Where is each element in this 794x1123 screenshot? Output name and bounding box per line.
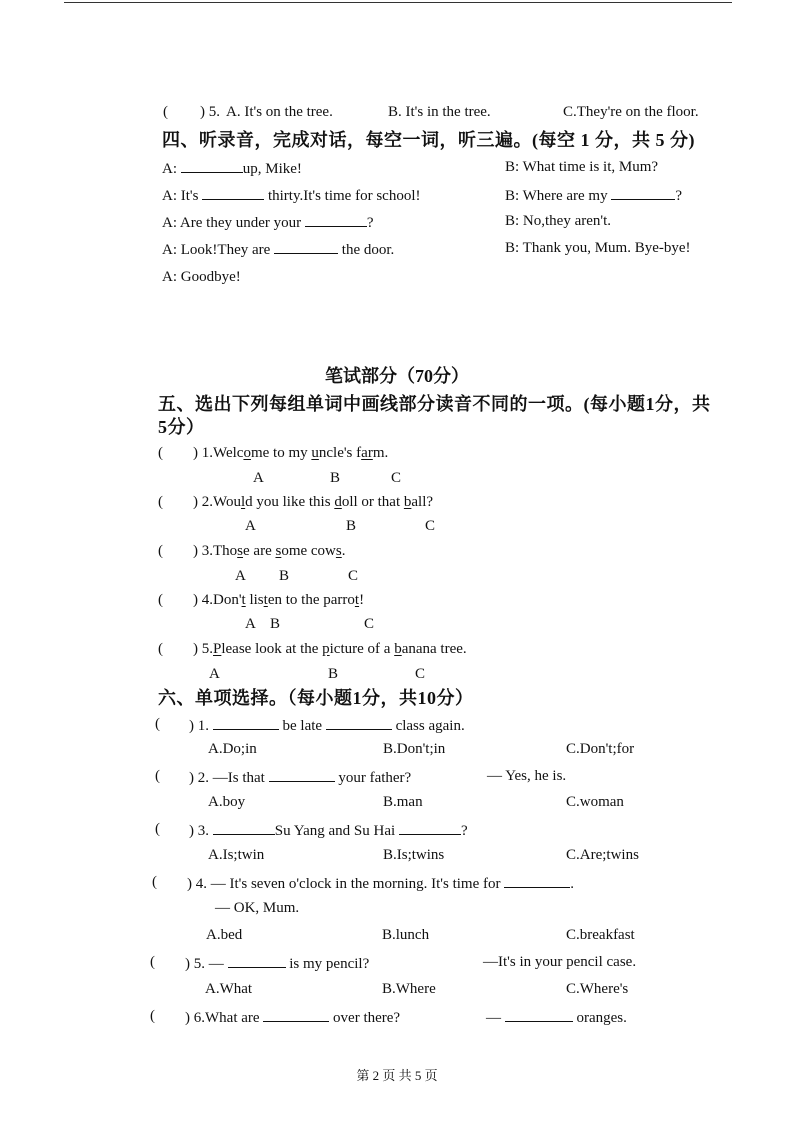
question-number: ) 5. (185, 956, 205, 972)
dialog-text: A: It's (162, 188, 199, 204)
paren-open: ( (152, 874, 157, 890)
option-a: A.What (205, 981, 253, 997)
choice-question-2 (189, 769, 411, 786)
paren-open: ( (158, 445, 163, 461)
question-text: anana tree. (401, 641, 467, 657)
dialog-line-1 (162, 160, 302, 177)
answer-blank[interactable] (399, 822, 461, 835)
top-rule (64, 2, 732, 3)
answer-blank[interactable] (505, 1009, 573, 1022)
option-c: C.Don't;for (566, 741, 635, 757)
phonics-question-5 (193, 642, 467, 657)
written-part-title: 笔试部分（70分） (325, 366, 469, 386)
choice-question-5 (185, 955, 369, 972)
underlined-letter: ar (361, 445, 373, 461)
reply-dash: — (486, 1010, 501, 1026)
option-b: B.Don't;in (383, 741, 446, 757)
underlined-letter: P (213, 641, 222, 657)
underlined-letter: b (394, 641, 402, 657)
question-text: your father? (338, 770, 412, 786)
paren-open: ( (155, 821, 160, 837)
question-text: oll or that (341, 494, 404, 510)
question-text: Tho (213, 543, 238, 559)
dialog-text: thirty.It's time for school! (267, 188, 421, 204)
question-number: ) 4. (193, 592, 213, 608)
question-text: . (570, 876, 574, 892)
option-b: B. It's in the tree. (388, 104, 491, 120)
question-text: Wou (213, 494, 241, 510)
option-label-c: C (415, 666, 426, 682)
question-text: lis (245, 592, 264, 608)
question-text: — It's seven o'clock in the morning. It's time for (210, 876, 501, 892)
dialog-text: B: Where are my (505, 188, 608, 204)
question-text: class again. (395, 718, 465, 734)
question-text: — (208, 956, 224, 972)
option-label-a: A (245, 518, 256, 534)
choice-question-1 (189, 717, 465, 734)
paren-open: ( (155, 768, 160, 784)
question-text: e are (243, 543, 276, 559)
option-a: A.boy (208, 794, 246, 810)
underlined-letter: s (275, 543, 282, 559)
option-a: A.bed (206, 927, 243, 943)
option-label-a: A (209, 666, 220, 682)
question-text: lease look at the (221, 641, 323, 657)
phonics-question-3 (193, 544, 346, 559)
dialog-text: ? (675, 188, 683, 204)
phonics-question-2 (193, 495, 433, 510)
option-label-a: A (245, 616, 256, 632)
question-text: d you like this (245, 494, 335, 510)
option-b: B.lunch (382, 927, 430, 943)
page-number: 第 2 页 共 5 页 (356, 1068, 438, 1083)
section5-title-cont: 5分） (158, 417, 205, 437)
question-text: all? (411, 494, 434, 510)
option-c: C.Where's (566, 981, 629, 997)
answer-blank[interactable] (326, 717, 392, 730)
choice-question-3 (189, 822, 468, 839)
underlined-letter: b (403, 494, 412, 510)
underlined-letter: p (322, 641, 330, 657)
paren-open: ( (150, 954, 155, 970)
question-text: —Is that (212, 770, 265, 786)
phonics-question-4 (193, 593, 364, 608)
option-b: B.man (383, 794, 423, 810)
option-label-b: B (270, 616, 281, 632)
option-a: A. It's on the tree. (226, 104, 333, 120)
question-number: ) 3. (193, 543, 213, 559)
section4-title: 四、听录音，完成对话，每空一词，听三遍。(每空 1 分，共 5 分) (162, 130, 695, 150)
question-number: ) 5. (200, 104, 220, 120)
question-number: ) 6. (185, 1010, 205, 1026)
paren-open: ( (155, 716, 160, 732)
underlined-letter: t (354, 592, 360, 608)
question-number: ) 1. (189, 718, 209, 734)
question-text: icture of a (329, 641, 395, 657)
question-text: ! (359, 592, 365, 608)
option-label-c: C (391, 470, 402, 486)
question-number: ) 2. (193, 494, 213, 510)
paren-open: ( (163, 104, 168, 120)
option-label-a: A (235, 568, 246, 584)
dialog-line-2: B: What time is it, Mum? (505, 159, 659, 175)
dialog-line-9: A: Goodbye! (162, 269, 241, 285)
paren-open: ( (158, 494, 163, 510)
option-label-b: B (346, 518, 357, 534)
underlined-letter: t (241, 592, 246, 608)
answer-blank[interactable] (504, 875, 570, 888)
dialog-text: up, Mike! (242, 161, 302, 177)
choice-question-6 (185, 1009, 400, 1026)
question-text: ome cow (281, 543, 336, 559)
option-label-c: C (425, 518, 436, 534)
dialog-text: A: (162, 161, 177, 177)
reply-text: — Yes, he is. (487, 768, 567, 784)
answer-blank[interactable] (228, 955, 286, 968)
option-c: C.Are;twins (566, 847, 639, 863)
paren-open: ( (158, 641, 163, 657)
question-text: Welc (213, 445, 244, 461)
dialog-text: A: Are they under your (162, 215, 302, 231)
section5-title: 五、选出下列每组单词中画线部分读音不同的一项。(每小题1分，共 (158, 394, 711, 414)
dialog-text: A: Look!They are (162, 242, 271, 258)
answer-blank[interactable] (269, 769, 335, 782)
question-number: ) 5. (193, 641, 213, 657)
option-label-b: B (328, 666, 339, 682)
option-b: B.Is;twins (383, 847, 445, 863)
reply-word: oranges. (576, 1010, 627, 1026)
answer-blank[interactable] (213, 717, 279, 730)
option-label-c: C (364, 616, 375, 632)
question-text: en to the parro (267, 592, 355, 608)
dialog-line-4 (505, 187, 682, 204)
question-text: Don' (213, 592, 242, 608)
answer-blank[interactable] (305, 214, 367, 227)
dialog-line-7 (162, 241, 394, 258)
dialog-line-8: B: Thank you, Mum. Bye-bye! (505, 240, 691, 256)
reply-text (486, 1009, 627, 1026)
paren-open: ( (158, 592, 163, 608)
section6-title: 六、单项选择。（每小题1分，共10分） (158, 688, 474, 708)
choice-question-4 (187, 875, 574, 892)
question-text: Su Yang and Su Hai (274, 823, 396, 839)
option-a: A.Do;in (208, 741, 257, 757)
answer-blank[interactable] (181, 160, 243, 173)
underlined-letter: d (334, 494, 342, 510)
reply-text: —It's in your pencil case. (483, 954, 637, 970)
question-text: is my pencil? (289, 956, 370, 972)
question-text: over there? (333, 1010, 401, 1026)
dialog-text: ? (366, 215, 374, 231)
answer-blank[interactable] (611, 187, 675, 200)
question-text: m. (372, 445, 389, 461)
phonics-question-1 (193, 446, 388, 461)
answer-blank[interactable] (213, 822, 275, 835)
question-text: What are (205, 1010, 260, 1026)
paren-open: ( (150, 1008, 155, 1024)
question-text: ncle's f (318, 445, 362, 461)
option-a: A.Is;twin (208, 847, 265, 863)
question-number: ) 1. (193, 445, 213, 461)
underlined-letter: s (335, 543, 342, 559)
question-number: ) 4. (187, 876, 207, 892)
question-number: ) 2. (189, 770, 209, 786)
dialog-line-3 (162, 187, 421, 204)
underlined-letter: l (240, 494, 246, 510)
question-text: . (341, 543, 346, 559)
reply-text: — OK, Mum. (215, 900, 300, 916)
option-label-b: B (330, 470, 341, 486)
question-text: ? (460, 823, 468, 839)
option-c: C.They're on the floor. (563, 104, 699, 120)
option-label-b: B (279, 568, 290, 584)
answer-blank[interactable] (274, 241, 338, 254)
underlined-letter: t (263, 592, 268, 608)
option-c: C.woman (566, 794, 624, 810)
dialog-text: the door. (341, 242, 395, 258)
paren-open: ( (158, 543, 163, 559)
question-number: ) 3. (189, 823, 209, 839)
question-text: be late (282, 718, 323, 734)
question-text: me to my (250, 445, 312, 461)
option-b: B.Where (382, 981, 436, 997)
underlined-letter: u (311, 445, 319, 461)
option-c: C.breakfast (566, 927, 635, 943)
dialog-line-6: B: No,they aren't. (505, 213, 612, 229)
option-label-a: A (253, 470, 264, 486)
answer-blank[interactable] (263, 1009, 329, 1022)
underlined-letter: s (237, 543, 244, 559)
answer-blank[interactable] (202, 187, 264, 200)
dialog-line-5 (162, 214, 374, 231)
underlined-letter: o (243, 445, 251, 461)
option-label-c: C (348, 568, 359, 584)
